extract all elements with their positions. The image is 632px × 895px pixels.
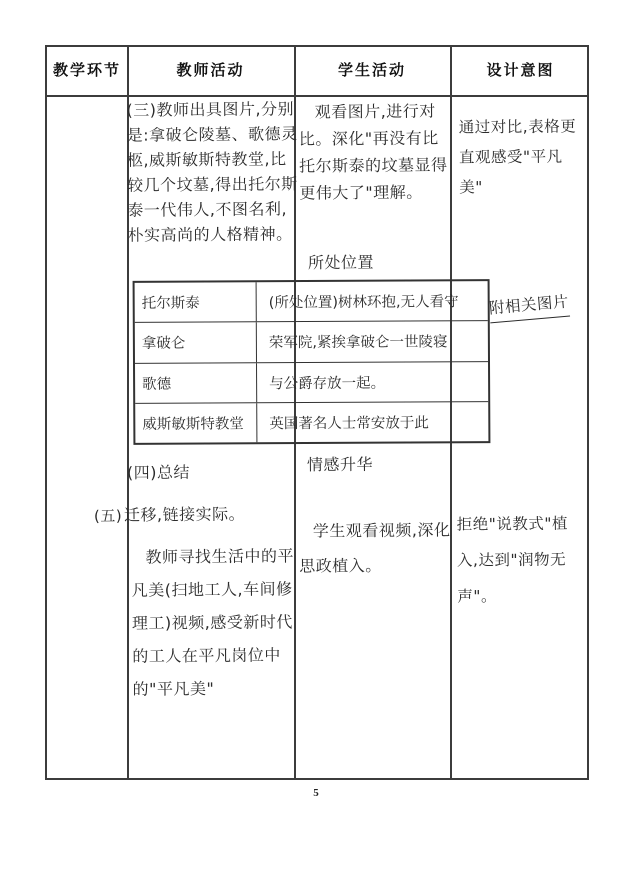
person-name-cell: 托尔斯泰 xyxy=(135,282,257,322)
design-intent-section3: 通过对比,表格更直观感受"平凡美" xyxy=(458,117,577,197)
location-cell: 与公爵存放一起。 xyxy=(269,375,386,392)
header-teaching-stage: 教学环节 xyxy=(52,63,121,79)
header-divider xyxy=(47,95,587,97)
table-row xyxy=(135,321,488,363)
person-name-cell: 威斯敏斯特教堂 xyxy=(135,403,257,443)
teacher-activity-section4: (四)总结 xyxy=(126,462,191,483)
teacher-activity-section5-title: 迁移,链接实际。 xyxy=(123,504,246,525)
header-teacher-activity: 教师活动 xyxy=(176,63,245,79)
teacher-activity-section5: 教师寻找生活中的平凡美(扫地工人,车间修理工)视频,感受新时代的工人在平凡岗位中的"平凡美" xyxy=(131,546,295,699)
grave-location-compare-table xyxy=(133,279,491,445)
person-name-cell: 歌德 xyxy=(135,363,257,403)
attached-pictures-note: 附相关图片 xyxy=(488,289,570,324)
teaching-stage-section5: (五) xyxy=(93,506,123,526)
student-activity-section5: 学生观看视频,深化思政植入。 xyxy=(299,520,451,576)
page-number: 5 xyxy=(313,787,319,799)
location-cell: 英国著名人士常安放于此 xyxy=(269,415,429,432)
student-activity-section4: 情感升华 xyxy=(306,454,374,475)
student-activity-section3: 观看图片,进行对比。深化"再没有比托尔斯泰的坟墓显得更伟大了"理解。 xyxy=(298,101,448,203)
design-intent-section5: 拒绝"说教式"植入,达到"润物无声"。 xyxy=(456,514,569,606)
location-cell: (所处位置)树林环抱,无人看守 xyxy=(268,294,459,312)
person-name-cell: 拿破仑 xyxy=(135,323,257,363)
header-design-intent: 设计意图 xyxy=(486,63,555,79)
header-student-activity: 学生活动 xyxy=(337,63,406,79)
table-row xyxy=(135,402,488,443)
table-row xyxy=(135,281,488,323)
location-column-label: 所处位置 xyxy=(307,252,375,273)
location-cell: 荣军院,紧挨拿破仑一世陵寝 xyxy=(268,334,448,352)
teacher-activity-section3: (三)教师出具图片,分别是:拿破仑陵墓、歌德灵柩,威斯敏斯特教堂,比较几个坟墓,得出托尔斯泰一代伟人,不图名利,朴实高尚的人格精神。 xyxy=(126,99,298,245)
table-row xyxy=(135,362,488,404)
